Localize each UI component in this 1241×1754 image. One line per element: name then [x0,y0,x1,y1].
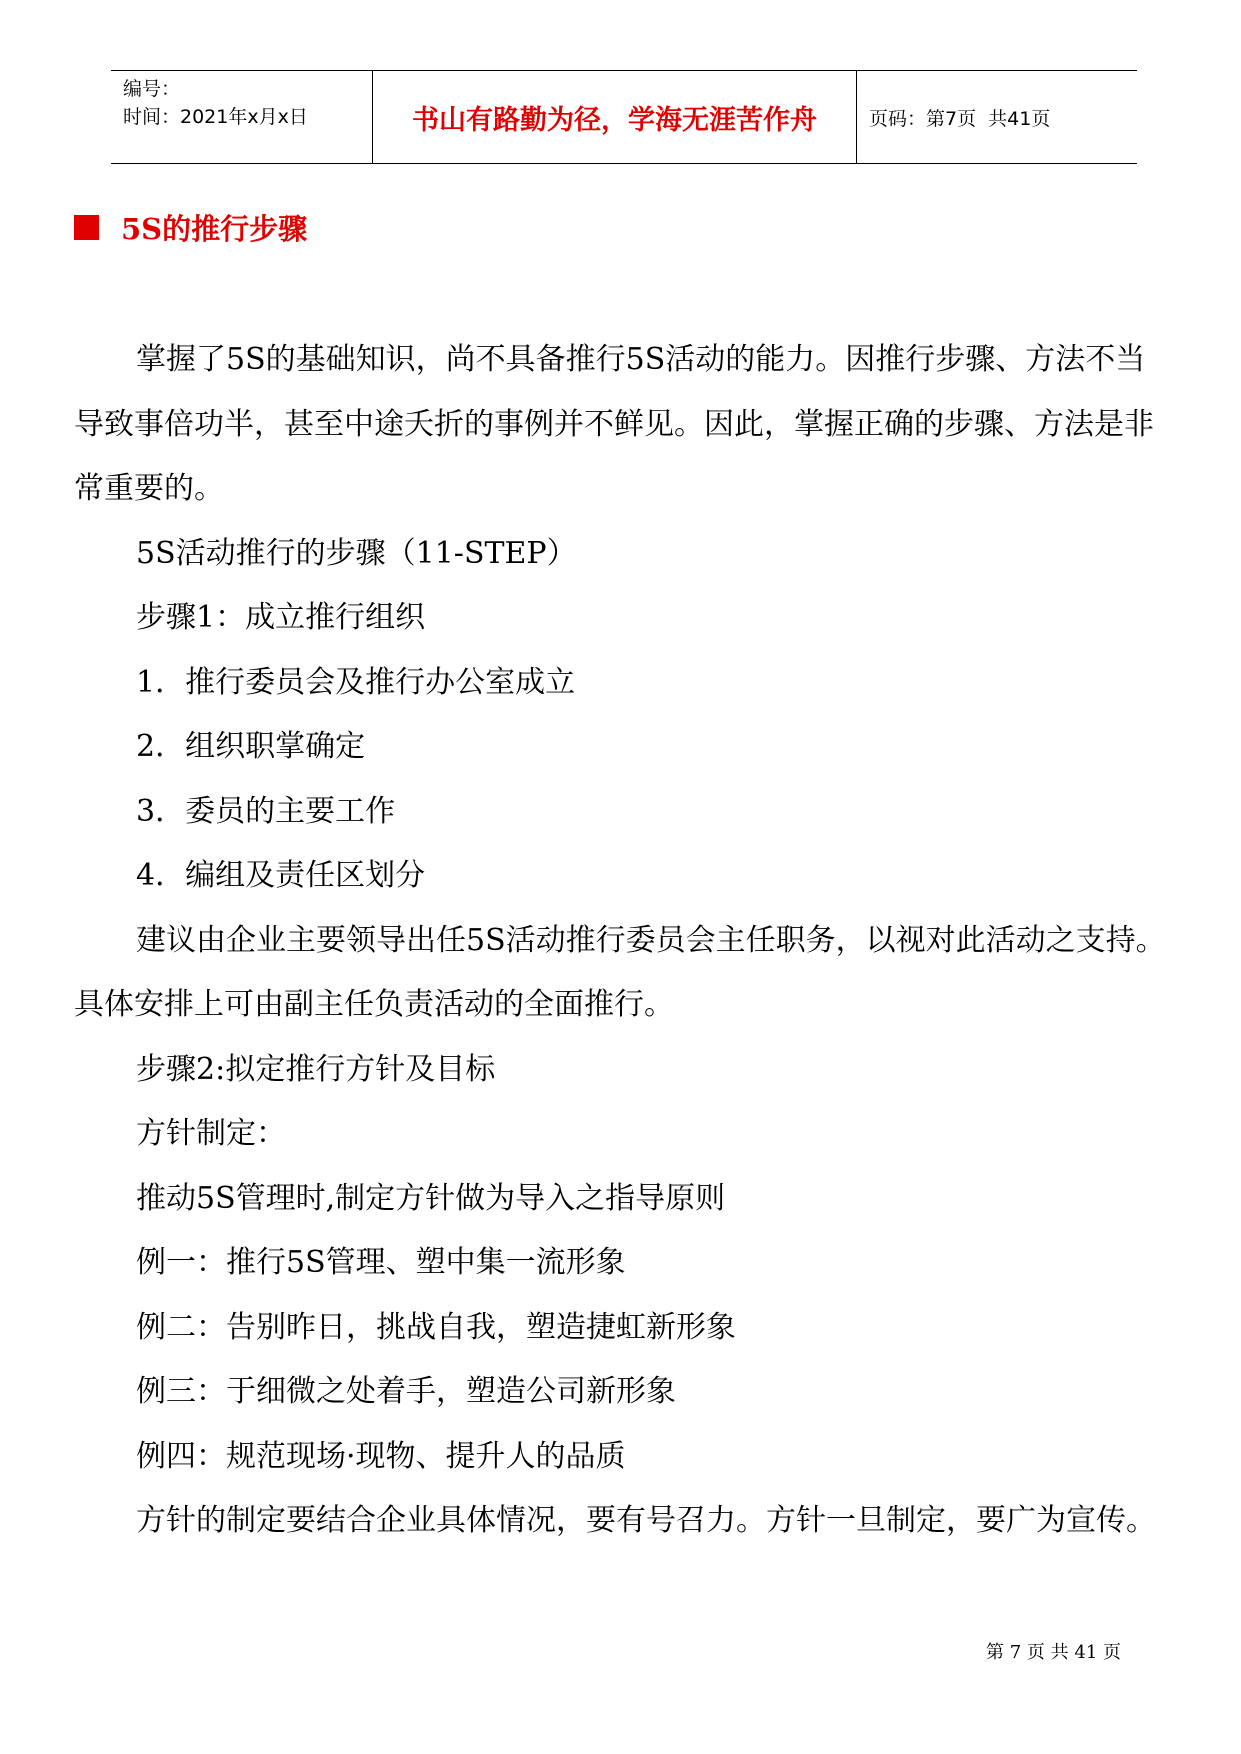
paragraph-leadership: 建议由企业主要领导出任5S活动推行委员会主任职务，以视对此活动之支持。具体安排上可由副主任负责活动的全面推行。 [74,922,1166,1022]
paragraph-policy-principle: 推动5S管理时,制定方针做为导入之指导原则 [136,1180,726,1216]
paragraph-policy-label: 方针制定： [136,1116,286,1151]
header-motto: 书山有路勤为径，学海无涯苦作舟 [373,71,857,163]
list-item: 3．委员的主要工作 [136,793,396,829]
section-title: 5S的推行步骤 [121,211,308,246]
list-item: 4．编组及责任区划分 [136,858,426,893]
example-item: 例一：推行5S管理、塑中集一流形象 [136,1245,626,1280]
document-body [74,328,1174,1554]
list-item: 1．推行委员会及推行办公室成立 [136,664,576,700]
paragraph-step-2: 步骤2:拟定推行方针及目标 [136,1051,496,1087]
paragraph-intro: 掌握了5S的基础知识，尚不具备推行5S活动的能力。因推行步骤、方法不当导致事倍功半，甚至中途夭折的事例并不鲜见。因此，掌握正确的步骤、方法是非常重要的。 [74,342,1154,506]
header-page-label: 页码：第7页 共41页 [869,107,1051,130]
paragraph-policy-note: 方针的制定要结合企业具体情况，要有号召力。方针一旦制定，要广为宣传。 [136,1503,1156,1538]
list-item: 2．组织职掌确定 [136,729,366,764]
example-item: 例四：规范现场·现物、提升人的品质 [136,1438,626,1474]
header-meta-cell [111,71,373,163]
page-footer: 第 7 页 共 41 页 [986,1642,1121,1663]
example-item: 例三：于细微之处着手，塑造公司新形象 [136,1374,676,1409]
page-header [111,70,1137,164]
bullet-square-icon [74,215,99,240]
paragraph-steps-title: 5S活动推行的步骤（11-STEP） [136,535,577,571]
document-time-label: 时间：2021年x月x日 [123,106,308,128]
document-number-label: 编号： [123,78,181,100]
example-item: 例二：告别昨日，挑战自我，塑造捷虹新形象 [136,1309,736,1345]
section-heading [74,205,307,249]
header-page-cell [857,71,1137,163]
paragraph-step-1: 步骤1：成立推行组织 [136,600,426,635]
